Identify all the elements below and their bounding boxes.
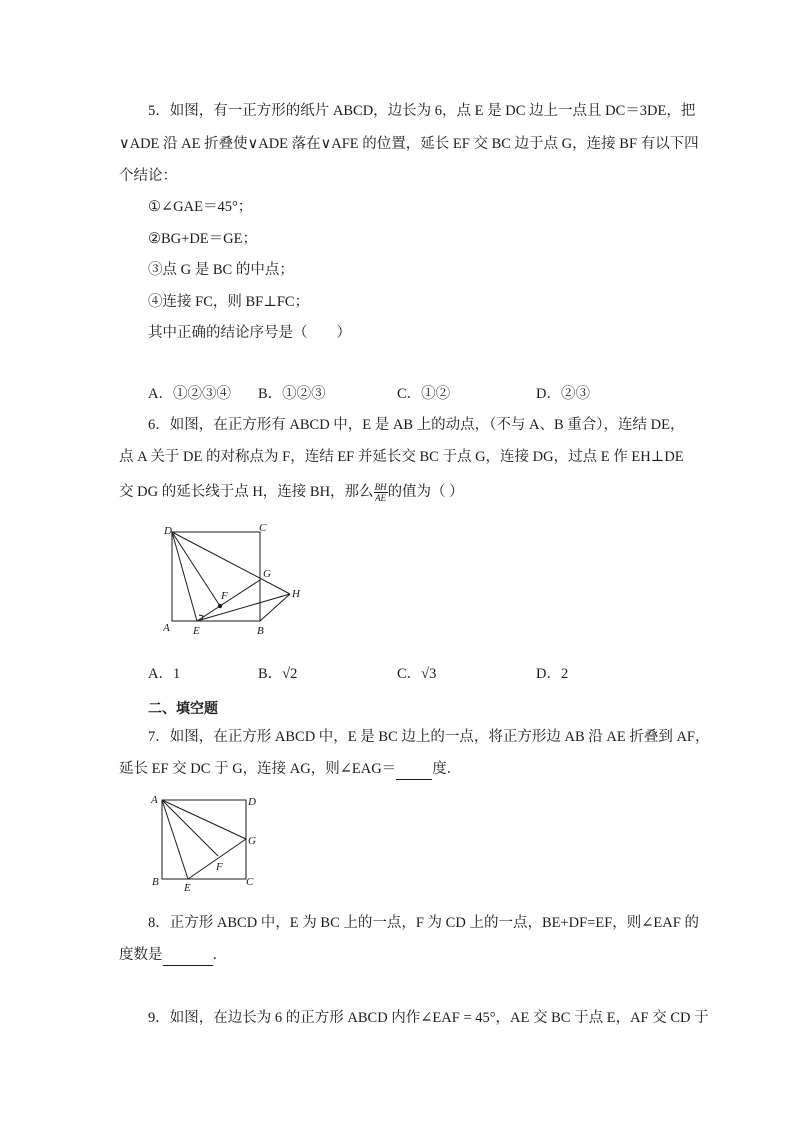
q9-line-1: 9．如图，在边长为 6 的正方形 ABCD 内作∠EAF = 45°，AE 交 BC 于点 E，AF 交 CD 于: [148, 1010, 709, 1026]
q7-label-g: G: [248, 835, 256, 847]
q8-answer-blank[interactable]: [163, 945, 213, 966]
q7-line-2: [119, 759, 461, 780]
q5-conclusion-1: ①∠GAE＝45°；: [148, 199, 253, 215]
q6-figure: [160, 518, 310, 640]
q5-option-d[interactable]: D．②③: [536, 386, 590, 402]
q8-line-2b: ．: [212, 947, 227, 963]
q7-line-1: 7．如图，在正方形 ABCD 中，E 是 BC 边上的一点，将正方形边 AB 沿 AE 折叠到 AF，: [148, 729, 710, 745]
fraction-denominator: AE: [375, 493, 387, 504]
q7-segment-eg: [188, 839, 246, 879]
q6-label-b: B: [257, 625, 264, 637]
q6-label-g: G: [263, 568, 271, 580]
q6-line-1: 6．如图，在正方形有 ABCD 中，E 是 AB 上的动点，（不与 A、B 重合），连结 DE，: [148, 417, 685, 433]
q6-label-d: D: [164, 525, 172, 537]
q6-label-h: H: [292, 588, 300, 600]
q6-line-3: [119, 482, 464, 503]
q6-option-a[interactable]: A．1: [148, 666, 181, 682]
q6-line-3b: 的值为（ ）: [387, 484, 464, 500]
q7-line-2b: 度．: [432, 761, 462, 777]
fraction-numerator: BH: [374, 482, 387, 493]
q7-line-2a: 延长 EF 交 DC 于 G，连接 AG，则∠EAG＝: [119, 761, 397, 777]
q6-label-f: F: [221, 590, 228, 602]
q7-segment-af: [162, 800, 218, 856]
q6-line-2: 点 A 关于 DE 的对称点为 F，连结 EF 并延长交 BC 于点 G，连接 DG，过点 E 作 EH⊥DE: [119, 449, 684, 465]
q6-line-3a: 交 DG 的延长线于点 H，连接 BH，那么: [119, 484, 374, 500]
q5-conclusion-3: ③点 G 是 BC 的中点；: [148, 262, 294, 278]
q6-option-b[interactable]: B．√2: [258, 666, 298, 682]
q7-segment-ae: [162, 800, 188, 879]
q5-conclusion-4: ④连接 FC，则 BF⊥FC；: [148, 294, 310, 310]
q7-label-d: D: [248, 796, 256, 808]
q7-answer-blank[interactable]: [396, 759, 432, 780]
q5-option-c[interactable]: C．①②: [397, 386, 451, 402]
q8-line-2: [119, 945, 227, 966]
q6-segment-eh: [197, 594, 290, 621]
q7-label-f: F: [216, 861, 223, 873]
q7-label-a: A: [151, 794, 158, 806]
q6-label-e: E: [193, 625, 200, 637]
q6-point-f: [218, 604, 222, 608]
q6-segment-dh: [172, 532, 290, 594]
q6-segment-de: [172, 532, 197, 621]
q5-question: 其中正确的结论序号是（ ）: [148, 325, 351, 341]
q6-segment-df: [172, 532, 220, 606]
q6-square: [172, 532, 260, 621]
q5-line-2: ∨ADE 沿 AE 折叠使∨ADE 落在∨AFE 的位置，延长 EF 交 BC 边于点 G，连接 BF 有以下四: [119, 136, 699, 152]
q5-conclusion-2: ②BG+DE＝GE；: [148, 231, 257, 247]
q6-label-c: C: [259, 522, 267, 534]
q5-line-1: 5．如图，有一正方形的纸片 ABCD，边长为 6，点 E 是 DC 边上一点且 DC＝3DE，把: [148, 103, 696, 119]
q6-label-a: A: [163, 622, 170, 634]
q7-figure: [146, 788, 266, 896]
q8-line-2a: 度数是: [119, 947, 163, 963]
q6-segment-eg: [197, 580, 260, 621]
q5-line-3: 个结论：: [119, 168, 177, 184]
q8-line-1: 8．正方形 ABCD 中，E 为 BC 上的一点，F 为 CD 上的一点，BE+DF=EF，则∠EAF 的: [148, 915, 699, 931]
q7-label-b: B: [152, 876, 159, 888]
q5-option-b[interactable]: B．①②③: [258, 386, 326, 402]
q5-option-a[interactable]: A．①②③④: [148, 386, 231, 402]
bh-over-ae-fraction: [374, 482, 388, 503]
q7-label-e: E: [184, 882, 191, 894]
section-heading-fill-in: 二、填空题: [148, 701, 218, 717]
q7-label-c: C: [246, 876, 254, 888]
q6-option-c[interactable]: C．√3: [397, 666, 437, 682]
q7-segment-ag: [162, 800, 246, 839]
q6-option-d[interactable]: D．2: [536, 666, 569, 682]
